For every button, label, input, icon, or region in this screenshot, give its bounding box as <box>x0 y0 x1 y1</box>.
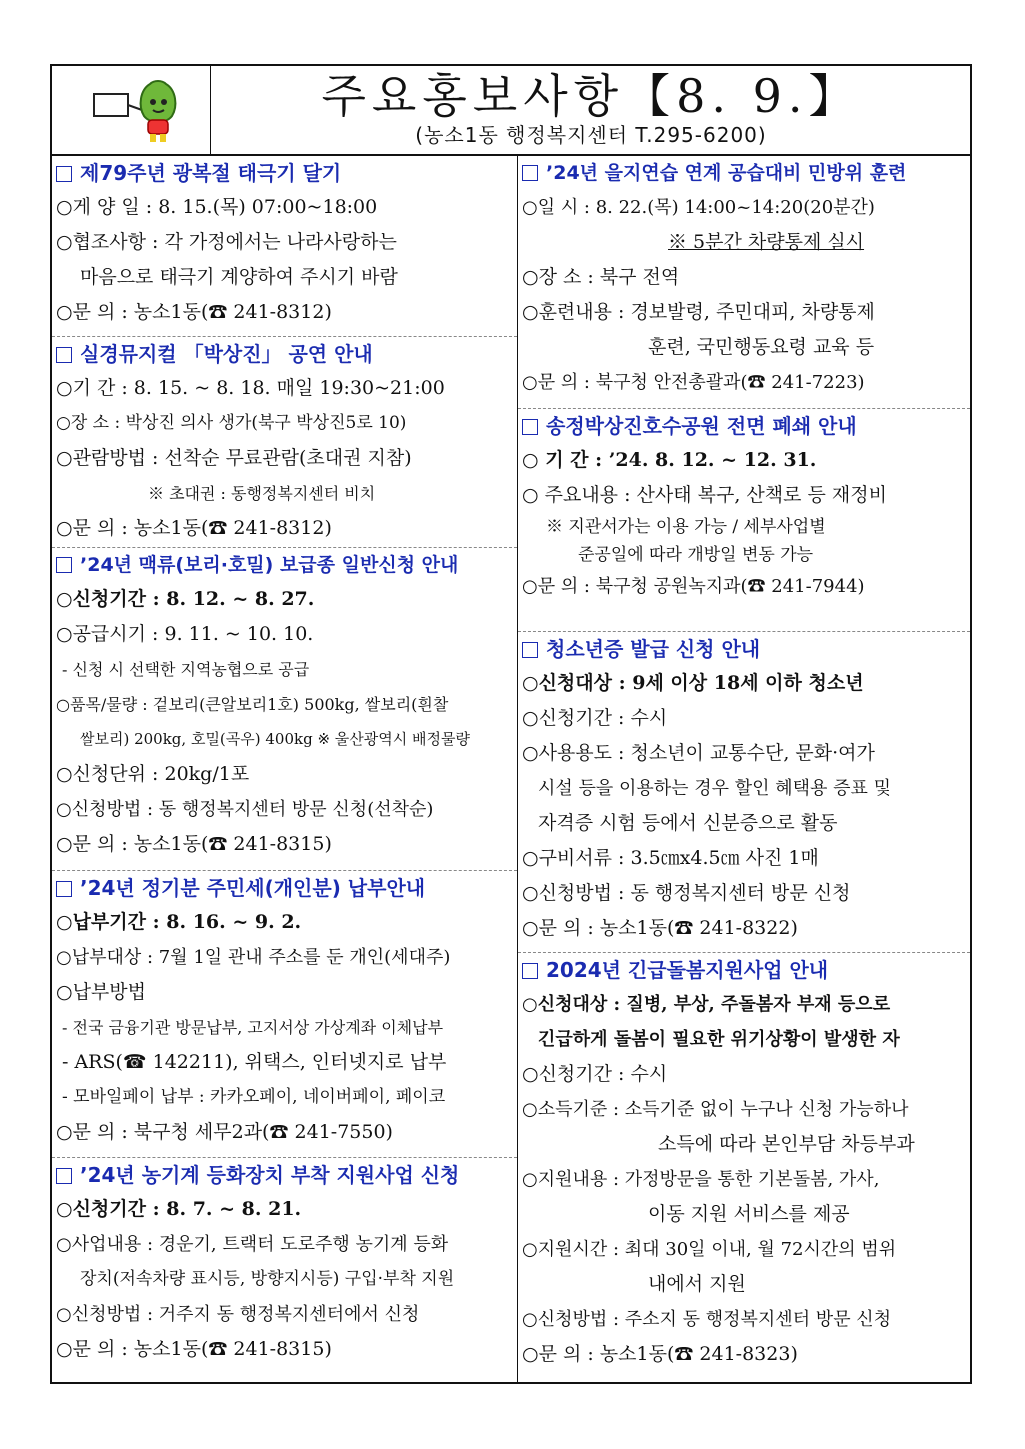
list-item: - 신청 시 선택한 지역농협으로 공급 <box>62 660 310 679</box>
list-item: 훈련, 국민행동요령 교육 등 <box>648 336 875 358</box>
list-item: ○신청대상 : 9세 이상 18세 이하 청소년 <box>522 672 864 694</box>
checkbox-icon <box>522 963 538 979</box>
list-item: ○소득기준 : 소득기준 없이 누구나 신청 가능하나 <box>522 1099 909 1120</box>
checkbox-icon <box>522 165 538 181</box>
logo-cell <box>52 66 211 154</box>
list-item: 긴급하게 돌봄이 필요한 위기상황이 발생한 자 <box>538 1029 900 1050</box>
header <box>52 66 970 156</box>
section-farm-lights <box>52 1158 517 1380</box>
list-item: ○문 의 : 농소1동(☎ 241-8323) <box>522 1343 798 1365</box>
list-item: ※ 5분간 차량통제 실시 <box>668 231 865 253</box>
section-civil-defense <box>518 156 970 409</box>
list-item: 마음으로 태극기 계양하여 주시기 바람 <box>80 266 398 288</box>
section-title: 송정박상진호수공원 전면 폐쇄 안내 <box>518 409 970 443</box>
list-item: ○납부방법 <box>56 981 146 1003</box>
list-item: ○품목/물량 : 겉보리(큰알보리1호) 500kg, 쌀보리(흰찰 <box>56 695 449 714</box>
section-title: ’24년 농기계 등화장치 부착 지원사업 신청 <box>52 1158 517 1192</box>
list-item: - 전국 금융기관 방문납부, 고지서상 가상계좌 이체납부 <box>62 1018 444 1037</box>
list-item: ○사업내용 : 경운기, 트랙터 도로주행 농기계 등화 <box>56 1234 449 1255</box>
list-item: ○문 의 : 북구청 안전총괄과(☎ 241-7223) <box>522 372 865 393</box>
list-item: ○문 의 : 농소1동(☎ 241-8312) <box>56 517 332 539</box>
list-item: 내에서 지원 <box>648 1273 746 1295</box>
list-item: ○신청기간 : 수시 <box>522 707 668 729</box>
list-item: ○장 소 : 북구 전역 <box>522 266 680 288</box>
list-item: ○신청방법 : 주소지 동 행정복지센터 방문 신청 <box>522 1309 892 1330</box>
mascot-icon <box>90 76 210 146</box>
list-item: ○신청기간 : 8. 7. ~ 8. 21. <box>56 1198 302 1220</box>
list-item: ○ 기 간 : ’24. 8. 12. ~ 12. 31. <box>522 449 817 471</box>
list-item: ○납부기간 : 8. 16. ~ 9. 2. <box>56 911 302 933</box>
list-item: ○공급시기 : 9. 11. ~ 10. 10. <box>56 623 314 645</box>
list-item: ○문 의 : 북구청 공원녹지과(☎ 241-7944) <box>522 576 865 597</box>
list-item: ○협조사항 : 각 가정에서는 나라사랑하는 <box>56 231 397 253</box>
list-item: ○문 의 : 농소1동(☎ 241-8315) <box>56 833 332 855</box>
checkbox-icon <box>56 557 72 573</box>
notice-frame <box>50 64 972 1384</box>
list-item: ○ 주요내용 : 산사태 복구, 산책로 등 재정비 <box>522 484 887 506</box>
section-title: 실경뮤지컬 「박상진」 공연 안내 <box>52 337 517 371</box>
list-item: ○신청단위 : 20kg/1포 <box>56 763 250 785</box>
list-item: 이동 지원 서비스를 제공 <box>648 1203 850 1225</box>
section-youth-card <box>518 632 970 953</box>
list-item: ※ 초대권 : 동행정복지센터 비치 <box>148 484 376 503</box>
checkbox-icon <box>56 166 72 182</box>
page-subtitle: (농소1동 행정복지센터 T.295-6200) <box>415 123 767 147</box>
list-item: 쌀보리) 200kg, 호밀(곡우) 400kg ※ 울산광역시 배정물량 <box>80 730 470 748</box>
list-item: ○게 양 일 : 8. 15.(목) 07:00~18:00 <box>56 196 378 218</box>
list-item: ○신청대상 : 질병, 부상, 주돌봄자 부재 등으로 <box>522 994 891 1015</box>
list-item: ○장 소 : 박상진 의사 생가(북구 박상진5로 10) <box>56 413 407 433</box>
list-item: ○신청방법 : 동 행정복지센터 방문 신청(선착순) <box>56 799 434 820</box>
left-column <box>52 156 518 1382</box>
list-item: ○문 의 : 북구청 세무2과(☎ 241-7550) <box>56 1121 393 1143</box>
list-item: ○문 의 : 농소1동(☎ 241-8312) <box>56 301 332 323</box>
section-musical <box>52 337 517 548</box>
list-item: ○관람방법 : 선착순 무료관람(초대권 지참) <box>56 447 412 469</box>
list-item: 자격증 시험 등에서 신분증으로 활동 <box>538 812 838 834</box>
list-item: ○훈련내용 : 경보발령, 주민대피, 차량통제 <box>522 301 875 323</box>
section-emergency-care <box>518 953 970 1383</box>
page-title: 주요홍보사항【8. 9.】 <box>321 69 861 123</box>
list-item: ○구비서류 : 3.5㎝x4.5㎝ 사진 1매 <box>522 847 819 869</box>
list-item: ○기 간 : 8. 15. ~ 8. 18. 매일 19:30~21:00 <box>56 377 445 399</box>
list-item: 소득에 따라 본인부담 차등부과 <box>658 1133 915 1155</box>
right-column <box>518 156 970 1382</box>
list-item: ○신청기간 : 8. 12. ~ 8. 27. <box>56 588 315 610</box>
list-item: ○지원내용 : 가정방문을 통한 기본돌봄, 가사, <box>522 1169 880 1190</box>
section-title: 제79주년 광복절 태극기 달기 <box>52 156 517 190</box>
list-item: 시설 등을 이용하는 경우 할인 혜택용 증표 및 <box>538 778 892 799</box>
list-item: ※ 지관서가는 이용 가능 / 세부사업별 <box>546 517 826 537</box>
list-item: ○지원시간 : 최대 30일 이내, 월 72시간의 범위 <box>522 1239 897 1260</box>
checkbox-icon <box>56 881 72 897</box>
list-item: ○신청방법 : 거주지 동 행정복지센터에서 신청 <box>56 1304 420 1325</box>
list-item: ○신청방법 : 동 행정복지센터 방문 신청 <box>522 882 851 904</box>
list-item: 장치(저속차량 표시등, 방향지시등) 구입·부착 지원 <box>80 1269 455 1289</box>
list-item: ○문 의 : 농소1동(☎ 241-8322) <box>522 917 798 939</box>
list-item: - ARS(☎ 142211), 위택스, 인터넷지로 납부 <box>62 1051 447 1073</box>
section-resident-tax <box>52 871 517 1158</box>
section-title: 2024년 긴급돌봄지원사업 안내 <box>518 953 970 987</box>
checkbox-icon <box>56 347 72 363</box>
list-item: ○문 의 : 농소1동(☎ 241-8315) <box>56 1338 332 1360</box>
section-title: ’24년 정기분 주민세(개인분) 납부안내 <box>52 871 517 905</box>
section-title: ’24년 을지연습 연계 공습대비 민방위 훈련 <box>518 156 970 190</box>
list-item: ○사용용도 : 청소년이 교통수단, 문화·여가 <box>522 742 875 764</box>
checkbox-icon <box>56 1168 72 1184</box>
checkbox-icon <box>522 419 538 435</box>
section-barley <box>52 548 517 871</box>
list-item: ○일 시 : 8. 22.(목) 14:00~14:20(20분간) <box>522 197 875 218</box>
checkbox-icon <box>522 642 538 658</box>
section-title: 청소년증 발급 신청 안내 <box>518 632 970 666</box>
section-title: ’24년 맥류(보리·호밀) 보급종 일반신청 안내 <box>52 548 517 582</box>
list-item: ○납부대상 : 7월 1일 관내 주소를 둔 개인(세대주) <box>56 947 451 968</box>
list-item: ○신청기간 : 수시 <box>522 1063 668 1085</box>
list-item: 준공일에 따라 개방일 변동 가능 <box>578 545 814 565</box>
section-park-closure <box>518 409 970 632</box>
list-item: - 모바일페이 납부 : 카카오페이, 네이버페이, 페이코 <box>62 1087 446 1107</box>
section-flag-day <box>52 156 517 337</box>
